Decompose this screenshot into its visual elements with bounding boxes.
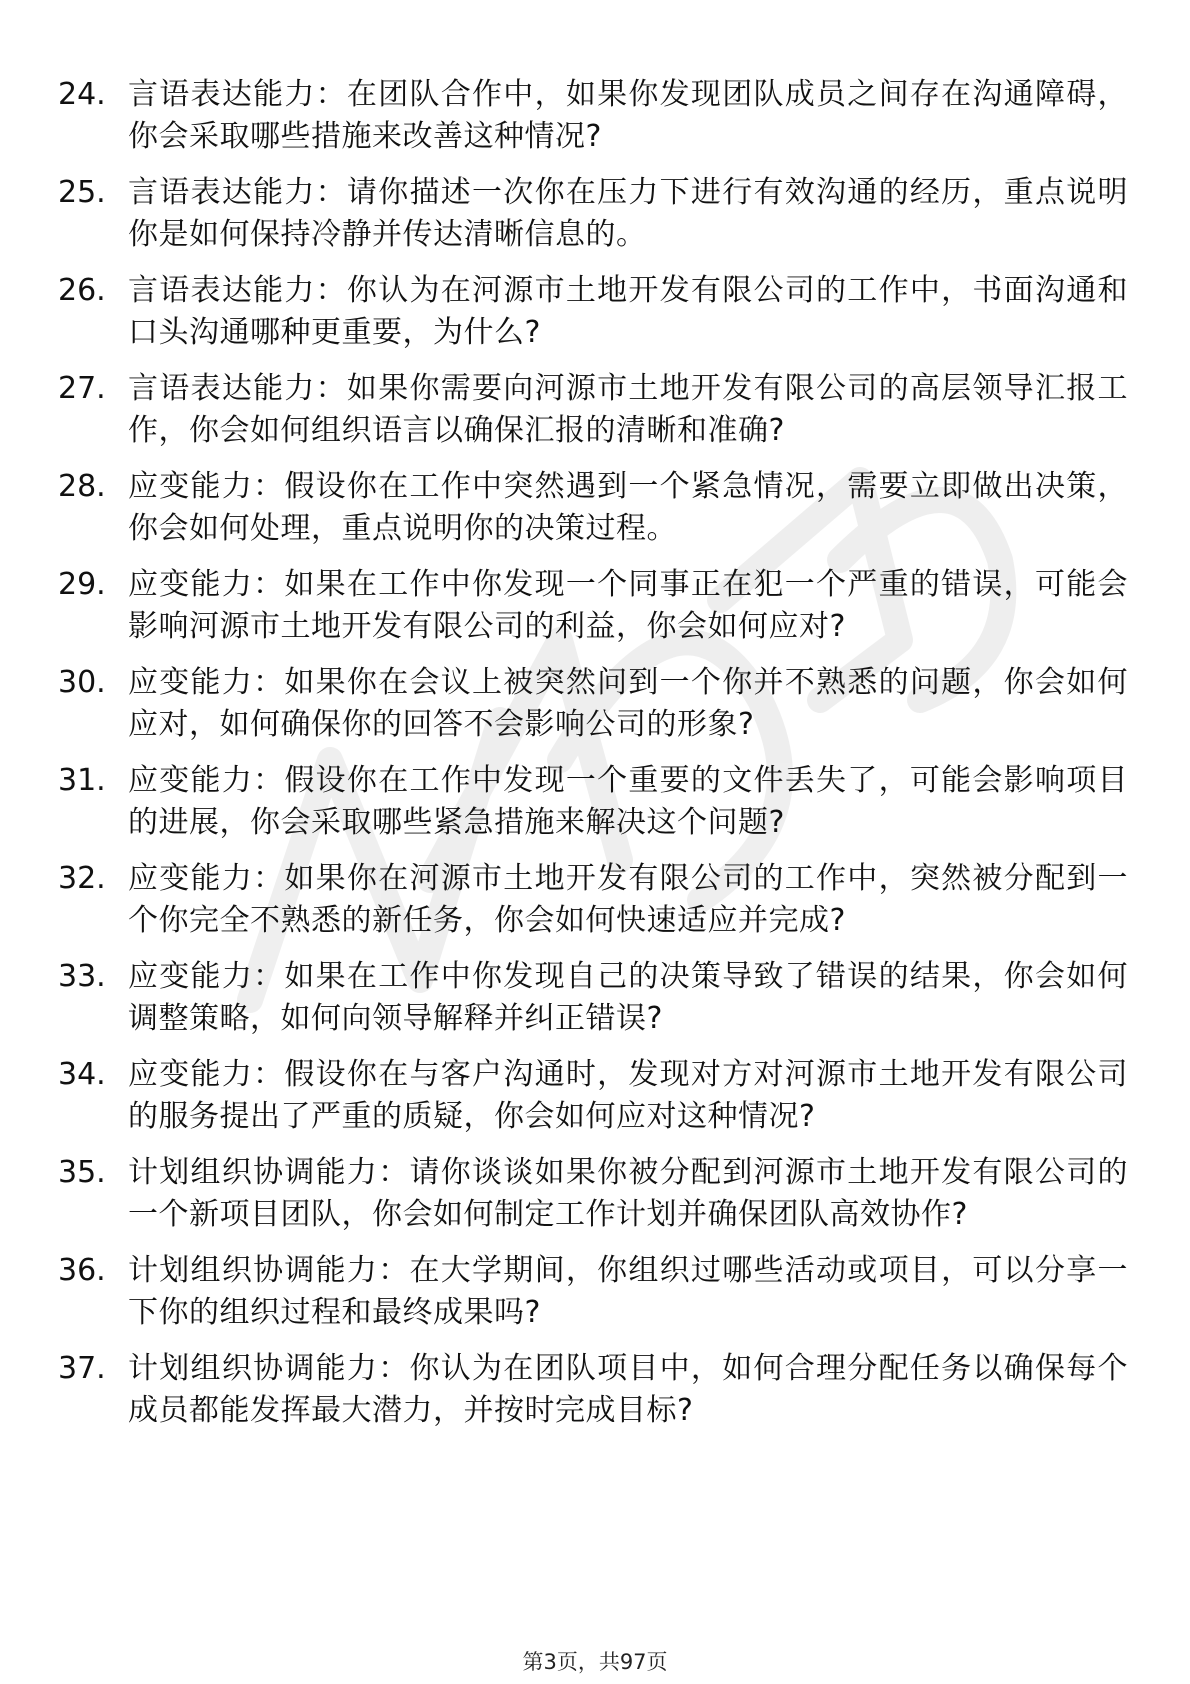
question-number: 33. bbox=[58, 959, 106, 994]
question-number: 26. bbox=[58, 273, 106, 308]
list-item bbox=[58, 956, 1128, 1040]
page-footer: 第3页，共97页 bbox=[522, 1650, 668, 1674]
question-text: 应变能力：如果你在会议上被突然问到一个你并不熟悉的问题，你会如何应对，如何确保你的回答不会影响公司的形象? bbox=[128, 665, 1128, 742]
question-text: 言语表达能力：你认为在河源市土地开发有限公司的工作中，书面沟通和口头沟通哪种更重要，为什么? bbox=[128, 273, 1128, 350]
list-item bbox=[58, 662, 1128, 746]
list-item bbox=[58, 1054, 1128, 1138]
list-item bbox=[58, 466, 1128, 550]
question-text: 言语表达能力：如果你需要向河源市土地开发有限公司的高层领导汇报工作，你会如何组织语言以确保汇报的清晰和准确? bbox=[128, 371, 1128, 448]
question-number: 31. bbox=[58, 763, 106, 798]
list-item bbox=[58, 270, 1128, 354]
question-number: 37. bbox=[58, 1351, 106, 1386]
question-page bbox=[58, 74, 1128, 1446]
question-text: 应变能力：如果你在河源市土地开发有限公司的工作中，突然被分配到一个你完全不熟悉的新任务，你会如何快速适应并完成? bbox=[128, 861, 1128, 938]
list-item bbox=[58, 74, 1128, 158]
question-list bbox=[58, 74, 1128, 1432]
question-number: 29. bbox=[58, 567, 106, 602]
list-item bbox=[58, 368, 1128, 452]
question-number: 28. bbox=[58, 469, 106, 504]
question-number: 35. bbox=[58, 1155, 106, 1190]
question-number: 24. bbox=[58, 77, 106, 112]
question-text: 应变能力：假设你在工作中发现一个重要的文件丢失了，可能会影响项目的进展，你会采取哪些紧急措施来解决这个问题? bbox=[128, 763, 1128, 840]
question-text: 言语表达能力：请你描述一次你在压力下进行有效沟通的经历，重点说明你是如何保持冷静并传达清晰信息的。 bbox=[128, 175, 1128, 252]
question-number: 34. bbox=[58, 1057, 106, 1092]
question-text: 言语表达能力：在团队合作中，如果你发现团队成员之间存在沟通障碍，你会采取哪些措施来改善这种情况? bbox=[128, 77, 1128, 154]
list-item bbox=[58, 1250, 1128, 1334]
question-number: 25. bbox=[58, 175, 106, 210]
list-item bbox=[58, 858, 1128, 942]
question-text: 计划组织协调能力：你认为在团队项目中，如何合理分配任务以确保每个成员都能发挥最大潜力，并按时完成目标? bbox=[128, 1351, 1128, 1428]
question-text: 应变能力：假设你在与客户沟通时，发现对方对河源市土地开发有限公司的服务提出了严重的质疑，你会如何应对这种情况? bbox=[128, 1057, 1128, 1134]
question-text: 应变能力：如果在工作中你发现自己的决策导致了错误的结果，你会如何调整策略，如何向领导解释并纠正错误? bbox=[128, 959, 1128, 1036]
question-text: 应变能力：如果在工作中你发现一个同事正在犯一个严重的错误，可能会影响河源市土地开发有限公司的利益，你会如何应对? bbox=[128, 567, 1128, 644]
list-item bbox=[58, 760, 1128, 844]
question-number: 36. bbox=[58, 1253, 106, 1288]
question-number: 30. bbox=[58, 665, 106, 700]
question-text: 计划组织协调能力：在大学期间，你组织过哪些活动或项目，可以分享一下你的组织过程和最终成果吗? bbox=[128, 1253, 1128, 1330]
question-text: 应变能力：假设你在工作中突然遇到一个紧急情况，需要立即做出决策，你会如何处理，重点说明你的决策过程。 bbox=[128, 469, 1128, 546]
question-number: 27. bbox=[58, 371, 106, 406]
question-text: 计划组织协调能力：请你谈谈如果你被分配到河源市土地开发有限公司的一个新项目团队，你会如何制定工作计划并确保团队高效协作? bbox=[128, 1155, 1128, 1232]
question-number: 32. bbox=[58, 861, 106, 896]
list-item bbox=[58, 172, 1128, 256]
list-item bbox=[58, 1152, 1128, 1236]
list-item bbox=[58, 1348, 1128, 1432]
list-item bbox=[58, 564, 1128, 648]
